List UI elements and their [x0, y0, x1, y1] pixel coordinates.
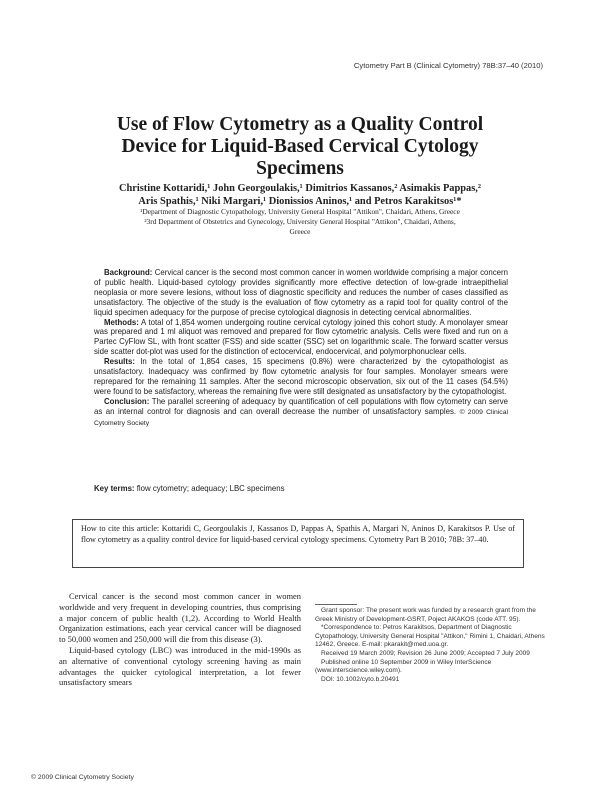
footnote-published: Published online 10 September 2009 in Wiley InterScience (www.interscience.wiley.com).: [315, 658, 492, 675]
abstract-background: [94, 268, 508, 318]
footnote-doi: DOI: 10.1002/cyto.b.20491: [321, 675, 400, 683]
title-line-3: Specimens: [256, 158, 344, 179]
results-text: In the total of 1,854 cases, 15 specimens (0.8%) were characterized by the cytopathologist as unsatisfactory. Inadequacy was confirmed by flow cytometric analysis for four samples. Monolayer smears were reprepared for the remaining 11 samples. After the second microscopic observation, six out of the 11 cases (54.5%) were found to be satisfactory, whereas the remaining five were still designated as unsatisfactory by the cytopathologist.: [94, 357, 508, 396]
affiliation-1: ¹Department of Diagnostic Cytopathology, University General Hospital "Attikon", Chaidari, Athens, Greece: [140, 207, 460, 216]
methods-label: Methods:: [104, 317, 139, 327]
abstract: [94, 268, 508, 429]
affiliations: [80, 207, 520, 237]
key-terms: [94, 484, 508, 494]
abstract-results: [94, 357, 508, 397]
conclusion-text: The parallel screening of adequacy by quantification of cell populations with flow cytometry can serve as an internal control for diagnosis and can overall decrease the number of unsatisfactory samples.: [94, 396, 508, 416]
background-text: Cervical cancer is the second most common cancer in women worldwide comprising a major concern of public health. Liquid-based cytology provides significantly more effective detection of low-grade intraepithelial neoplasia or more severe lesions, without loss of diagnostic specificity and reduces the number of cases classified as unsatisfactory. The objective of the study is the evaluation of flow cytometry as a rapid tool for quality control of the liquid specimen adequacy for the purpose of precise cytological diagnosis in detecting cervical abnormalities.: [94, 268, 508, 317]
citation-box: How to cite this article: Kottaridi C, Georgoulakis J, Kassanos D, Pappas A, Spathis A, Margari N, Aninos D, Karakitsos P. Use of flow cytometry as a quality control device for liquid-based cervical cytology specimens. Cytometry Part B 2010; 78B: 37–40.: [72, 519, 524, 568]
page-footer: © 2009 Clinical Cytometry Society: [31, 774, 134, 781]
title-line-2: Device for Liquid-Based Cervical Cytology: [121, 136, 479, 157]
affiliation-2: ²3rd Department of Obstetrics and Gynecology, University General Hospital "Attikon", Chaidari, Athens,: [144, 217, 456, 226]
affiliation-2-cont: Greece: [289, 227, 311, 236]
results-label: Results:: [104, 357, 135, 367]
footnote-grant: Grant sponsor: The present work was funded by a research grant from the Greek Ministry of Development-GSRT, Poject AKAKOS (code ATT. 95).: [315, 607, 536, 623]
methods-text: A total of 1,854 women undergoing routine cervical cytology joined this cohort study. A monolayer smear was prepared and 1 ml aliquot was removed and prepared for flow cytometric analysis. Cells were fixed and run on a Partec CyFlow SL, with front scatter (FSS) and side scatter (SSC) set on logarithmic scale. The forward scatter versus side scatter dot-plot was used for the distinction of ectocervical, endocervical, and polymorphonuclear cells.: [94, 317, 508, 357]
authors-line-1: Christine Kottaridi,¹ John Georgoulakis,¹ Dimitrios Kassanos,² Asimakis Pappas,²: [118, 183, 482, 194]
key-terms-text: flow cytometry; adequacy; LBC specimens: [136, 484, 285, 493]
background-label: Background:: [104, 268, 153, 277]
title-line-1: Use of Flow Cytometry as a Quality Control: [116, 114, 484, 135]
abstract-conclusion: [94, 397, 508, 429]
author-list: [60, 182, 540, 208]
footnote-divider: [315, 604, 357, 605]
abstract-copyright: © 2009 Clinical Cytometry Society: [94, 408, 508, 427]
footnote-correspondence: *Correspondence to: Petros Karakitsos, Department of Diagnostic Cytopathology, University General Hospital "Attikon," Rimini 1, Chaidari, Athens 12462, Greece. E-mail: pkarakit@med.uoa.gr.: [315, 624, 545, 649]
conclusion-label: Conclusion:: [104, 396, 150, 406]
body-left-column: [59, 591, 301, 688]
body-paragraph-1: Cervical cancer is the second most common cancer in women worldwide and very frequent in developing countries, thus comprising a major concern of public health (1,2). According to World Health Organization estimations, each year cervical cancer will be diagnosed to 50,000 women and 250,000 will die from this disease (3).: [59, 591, 301, 645]
running-head: Cytometry Part B (Clinical Cytometry) 78B:37–40 (2010): [353, 61, 543, 70]
key-terms-label: Key terms:: [94, 484, 135, 493]
body-paragraph-2: Liquid-based cytology (LBC) was introduced in the mid-1990s as an alternative of conventional cytology screening having as main advantages the quicker cytological interpretation, a lot fewer unsatisfactory smears: [59, 644, 301, 688]
abstract-methods: [94, 318, 508, 358]
article-title: [60, 114, 540, 180]
footnote-received: Received 19 March 2009; Revision 26 June 2009; Accepted 7 July 2009: [321, 649, 530, 657]
footnotes-column: [315, 604, 545, 684]
authors-line-2: Aris Spathis,¹ Niki Margari,¹ Dionissios Aninos,¹ and Petros Karakitsos¹*: [138, 196, 462, 207]
